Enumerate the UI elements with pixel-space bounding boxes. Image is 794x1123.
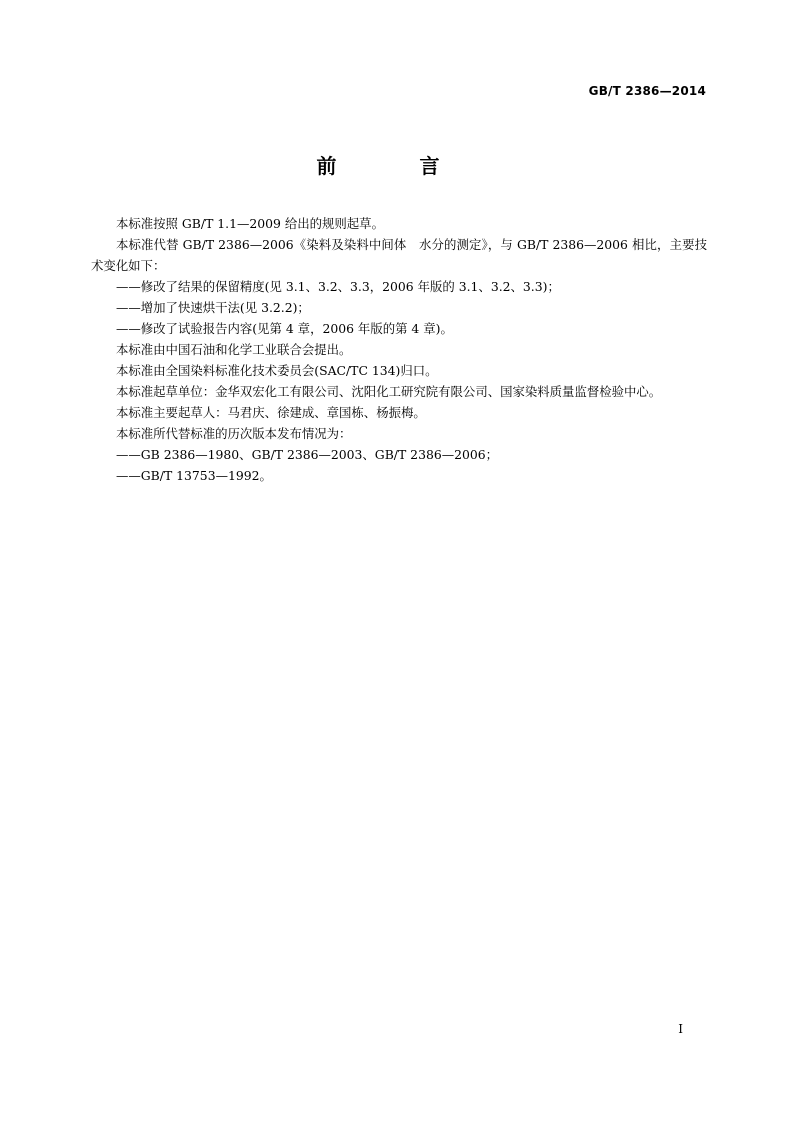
list-item: ——GB/T 13753—1992。 bbox=[116, 468, 272, 483]
paragraph: 本标准由中国石油和化学工业联合会提出。 bbox=[116, 342, 352, 357]
foreword-body bbox=[91, 213, 707, 486]
paragraph: 本标准所代替标准的历次版本发布情况为： bbox=[116, 426, 352, 441]
list-item: ——增加了快速烘干法(见 3.2.2)； bbox=[116, 300, 310, 315]
paragraph: 本标准由全国染料标准化技术委员会(SAC/TC 134)归口。 bbox=[116, 363, 438, 378]
list-item: ——修改了结果的保留精度(见 3.1、3.2、3.3，2006 年版的 3.1、3.2、3.3)； bbox=[116, 279, 560, 294]
paragraph: 本标准按照 GB/T 1.1—2009 给出的规则起草。 bbox=[116, 216, 384, 231]
page-title: 前 言 bbox=[316, 154, 478, 178]
paragraph: 本标准起草单位：金华双宏化工有限公司、沈阳化工研究院有限公司、国家染料质量监督检验中心。 bbox=[116, 384, 662, 399]
paragraph: 本标准代替 GB/T 2386—2006《染料及染料中间体 水分的测定》，与 GB/T 2386—2006 相比，主要技术变化如下： bbox=[91, 237, 707, 273]
page-number: I bbox=[678, 1022, 683, 1036]
list-item: ——修改了试验报告内容(见第 4 章，2006 年版的第 4 章)。 bbox=[116, 321, 453, 336]
paragraph: 本标准主要起草人：马君庆、徐建成、章国栋、杨振梅。 bbox=[116, 405, 426, 420]
standard-number: GB/T 2386—2014 bbox=[588, 84, 706, 98]
list-item: ——GB 2386—1980、GB/T 2386—2003、GB/T 2386—2006； bbox=[116, 447, 499, 462]
